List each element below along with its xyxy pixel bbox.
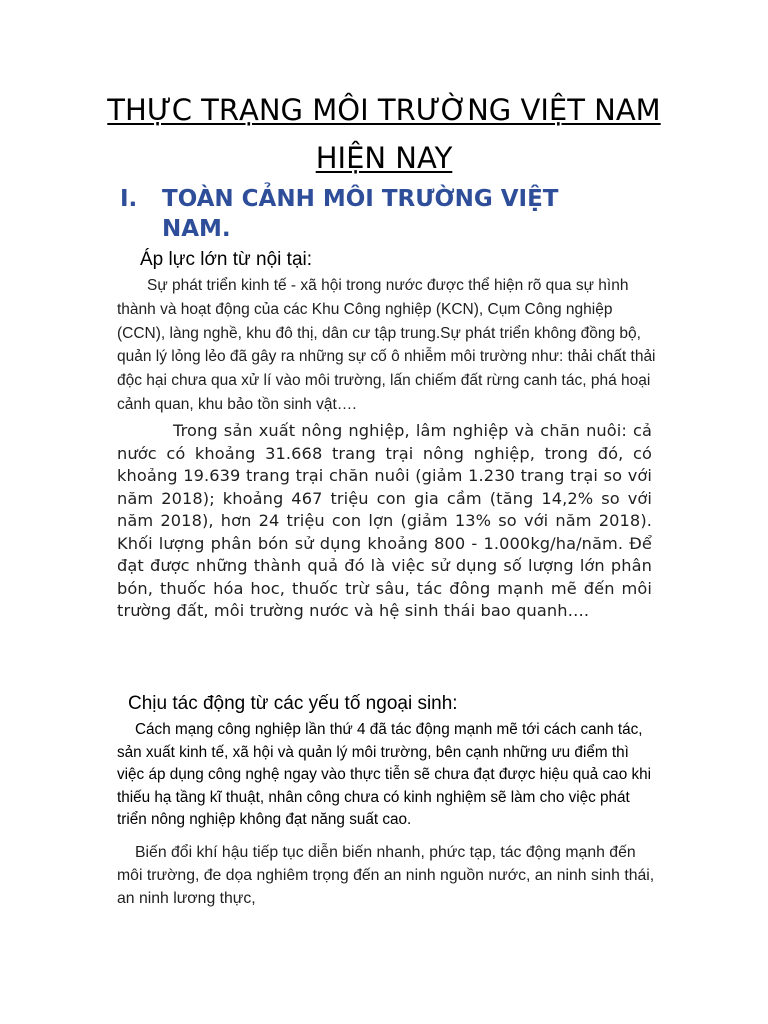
section-number: I.	[120, 186, 138, 212]
paragraph-industrial-revolution: Cách mạng công nghiệp lần thứ 4 đã tác động mạnh mẽ tới cách canh tác, sản xuất kinh tế, xã hội và quản lý môi trường, bên cạnh những ưu điểm thì việc áp dụng công nghệ ngay vào thực tiễn sẽ chưa đạt được hiệu quả cao khi thiếu hạ tầng kĩ thuật, nhân công chưa có kinh nghiệm sẽ làm cho việc phát triển nông nghiệp không đạt năng suất cao.	[117, 721, 652, 829]
section-heading-text: TOÀN CẢNH MÔI TRƯỜNG VIỆT NAM.	[162, 186, 559, 242]
paragraph-agriculture: Trong sản xuất nông nghiệp, lâm nghiệp và chăn nuôi: cả nước có khoảng 31.668 trang trại nông nghiệp, trong đó, có khoảng 19.639 trang trại chăn nuôi (giảm 1.230 trang trại so với năm 2018); khoảng 467 triệu con gia cầm (tăng 14,2% so với năm 2018), hơn 24 triệu con lợn (giảm 13% so với năm 2018). Khối lượng phân bón sử dụng khoảng 800 - 1.000kg/ha/năm. Để đạt được những thành quả đó là việc sử dụng số lượng lớn phân bón, thuốc hóa hoc, thuốc trừ sâu, tác đông mạnh mẽ đến môi trường đất, môi trường nước và hệ sinh thái bao quanh….	[117, 421, 652, 620]
subheading-external-factors: Chịu tác động từ các yếu tố ngoại sinh:	[128, 693, 458, 714]
paragraph-climate-change: Biến đổi khí hậu tiếp tục diễn biến nhanh, phức tạp, tác động mạnh đến môi trường, đe dọa nghiêm trọng đến an ninh nguồn nước, an ninh sinh thái, an ninh lương thực,	[117, 844, 655, 907]
paragraph-development: Sự phát triển kinh tế - xã hội trong nước được thể hiện rõ qua sự hình thành và hoạt động của các Khu Công nghiệp (KCN), Cụm Công nghiệp (CCN), làng nghề, khu đô thị, dân cư tập trung.Sự phát triển không đồng bộ, quản lý lỏng lẻo đã gây ra những sự cố ô nhiễm môi trường như: thải chất thải độc hại chưa qua xử lí vào môi trường, lấn chiếm đất rừng canh tác, phá hoại cảnh quan, khu bảo tồn sinh vật….	[117, 277, 656, 413]
section-heading	[120, 184, 620, 244]
subheading-internal-pressure: Áp lực lớn từ nội tại:	[140, 249, 313, 270]
document-title: THỰC TRẠNG MÔI TRƯỜNG VIỆT NAM HIỆN NAY	[107, 93, 661, 175]
